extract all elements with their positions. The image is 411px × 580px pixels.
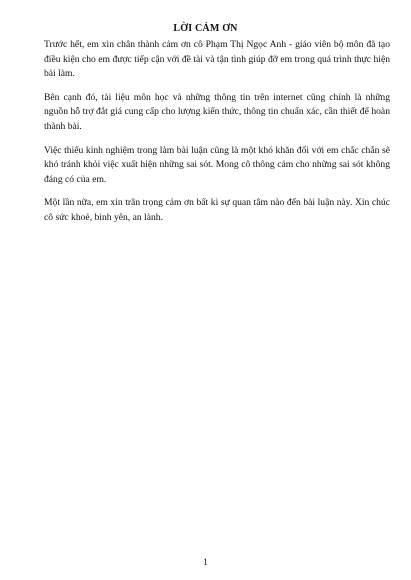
paragraph-thanks-resources: Bên cạnh đó, tài liệu môn học và những thông tin trên internet cũng chính là những nguồn hỗ trợ đắt giá cung cấp cho lượng kiến thức, thông tin chuẩn xác, cần thiết để hoàn thành bài.: [44, 91, 390, 132]
page-title: LỜI CẢM ƠN: [173, 23, 238, 34]
body-text: [44, 38, 390, 235]
paragraph-thanks-teacher: Trước hết, em xin chân thành cảm ơn cô Phạm Thị Ngọc Anh - giáo viên bộ môn đã tạo điều kiện cho em được tiếp cận với đề tài và tận tình giúp đỡ em trong quá trình thực hiện bài làm.: [44, 39, 390, 80]
paragraph-closing: Một lần nữa, em xin trân trọng cảm ơn bất kì sự quan tâm nào đến bài luận này. Xin chúc cô sức khoẻ, bình yên, an lành.: [44, 197, 390, 223]
paragraph-apology: Việc thiếu kinh nghiệm trong làm bài luận cũng là một khó khăn đối với em chắc chắn sẽ khó tránh khỏi việc xuất hiện những sai sót. Mong cô thông cảm cho những sai sót không đáng có của em.: [44, 144, 390, 185]
page-number: 1: [203, 558, 208, 568]
